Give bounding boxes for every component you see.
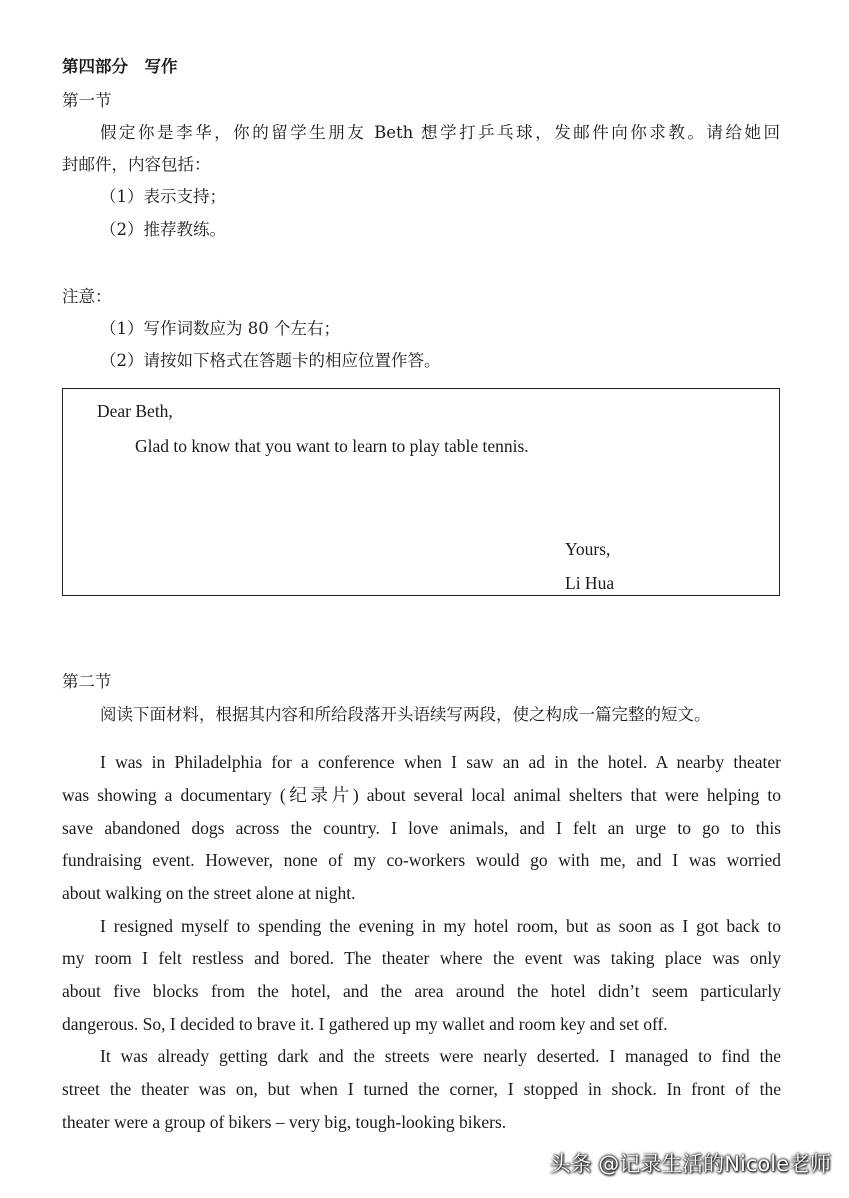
note-2: （2）请按如下格式在答题卡的相应位置作答。: [100, 351, 441, 370]
content-point-1: （1）表示支持；: [100, 187, 226, 206]
section1-title: 第一节: [62, 91, 112, 110]
story-p2-line-3: about five blocks from the hotel, and the area around the hotel didn’t seem particularly: [62, 981, 781, 1001]
story-p2-line-1: I resigned myself to spending the evening in my hotel room, but as soon as I got back to: [100, 916, 781, 936]
prompt-line-1: 假定你是李华，你的留学生朋友 Beth 想学打乒乓球，发邮件向你求教。请给她回: [100, 123, 780, 142]
notes-title: 注意：: [62, 287, 112, 306]
story-p3-line-2: street the theater was on, but when I turned the corner, I stopped in shock. In front of the: [62, 1079, 781, 1099]
story-p3-line-3: theater were a group of bikers – very big, tough-looking bikers.: [62, 1112, 507, 1132]
letter-closing: Yours,: [565, 539, 611, 559]
source-watermark: 头条 @记录生活的Nicole老师: [549, 1152, 831, 1176]
story-p2-line-2: my room I felt restless and bored. The theater where the event was taking place was only: [62, 948, 781, 968]
story-p1-line-1: I was in Philadelphia for a conference when I saw an ad in the hotel. A nearby theater: [100, 752, 781, 772]
story-p1-line-5: about walking on the street alone at night.: [62, 883, 356, 903]
prompt-line-2: 封邮件，内容包括：: [62, 155, 211, 174]
story-p3-line-1: It was already getting dark and the streets were nearly deserted. I managed to find the: [100, 1046, 781, 1066]
letter-signature: Li Hua: [565, 573, 615, 593]
story-p2-line-4: dangerous. So, I decided to brave it. I gathered up my wallet and room key and set off.: [62, 1014, 668, 1034]
story-p1-line-4: fundraising event. However, none of my co-workers would go with me, and I was worried: [62, 850, 781, 870]
section2-title: 第二节: [62, 672, 112, 691]
section2-instruction: 阅读下面材料，根据其内容和所给段落开头语续写两段，使之构成一篇完整的短文。: [100, 705, 711, 724]
story-p1-line-3: save abandoned dogs across the country. I love animals, and I felt an urge to go to this: [62, 818, 781, 838]
part-heading: 第四部分 写作: [62, 57, 178, 76]
letter-opening-line: Glad to know that you want to learn to play table tennis.: [135, 436, 529, 456]
letter-greeting: Dear Beth,: [97, 401, 173, 421]
story-p1-line-2: was showing a documentary (纪录片) about several local animal shelters that were helping to: [62, 785, 781, 805]
content-point-2: （2）推荐教练。: [100, 220, 226, 239]
note-1: （1）写作词数应为 80 个左右；: [100, 319, 340, 338]
